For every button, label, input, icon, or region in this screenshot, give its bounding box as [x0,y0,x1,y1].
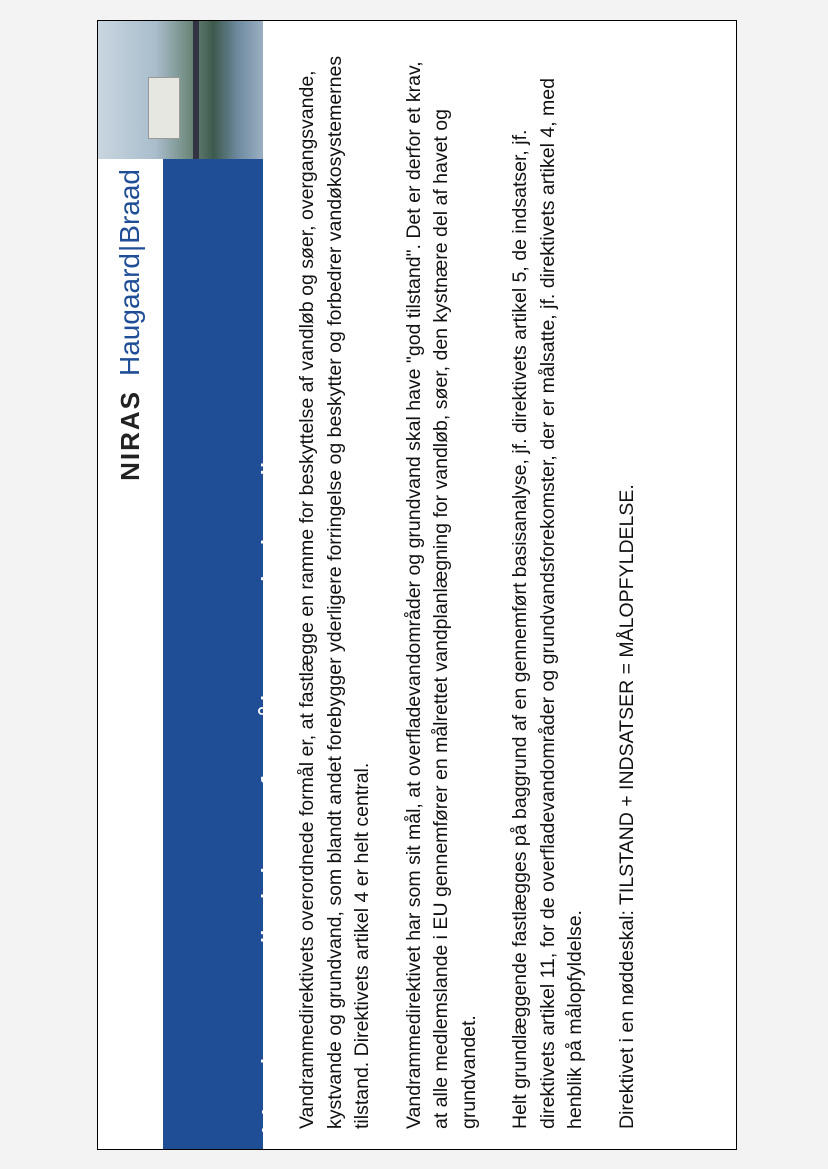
slide-title: Vandrammedirektivet – formålet, reguleringstiltag mv. [255,355,292,1132]
title-band [163,20,292,1149]
paragraph-1: Vandrammedirektivets overordnede formål er, at fastlægge en ramme for beskyttelse af vandløb og søer, overgangsvande, kystvande og grundvand, som blandt andet forebygger yderligere forringelse og beskytter og forbedrer vandøkosystemernes tilstand. Direktivets artikel 4 er helt central. [296,55,373,1129]
photo-bridge [193,20,199,159]
paragraph-3: Helt grundlæggende fastlægges på baggrund af en gennemført basisanalyse, jf. direktivets artikel 5, de indsatser, jf. direktivets artikel 11, for de overfladevandområder og grundvandsforekomster, der er målsatte, jf. direktivets artikel 4, med henblik på målopfyldelse. [509,78,586,1129]
header-photo [98,20,263,159]
summary-line: Direktivet i en nøddeskal: TILSTAND + INDSATSER = MÅLOPFYLDELSE. [615,484,638,1129]
logo-separator: | [114,244,145,252]
logo-row [110,169,150,481]
slide [97,20,737,1150]
niras-logo: NIRAS [114,389,145,481]
logo-braad: Braad [114,169,145,244]
paragraph-2: Vandrammedirektivet har som sit mål, at overfladevandområder og grundvand skal have "god tilstand". Det er derfor et krav, at alle medlemslande i EU gennemfører en målrettet vandplanlægning for vandløb, søer, den kystnære del af havet og grundvandet. [402,61,480,1129]
photo-building [148,77,180,139]
header-bar [98,20,163,1149]
slide-body [294,54,665,1129]
haugaard-braad-logo [114,169,146,376]
logo-haugaard: Haugaard [114,253,145,376]
